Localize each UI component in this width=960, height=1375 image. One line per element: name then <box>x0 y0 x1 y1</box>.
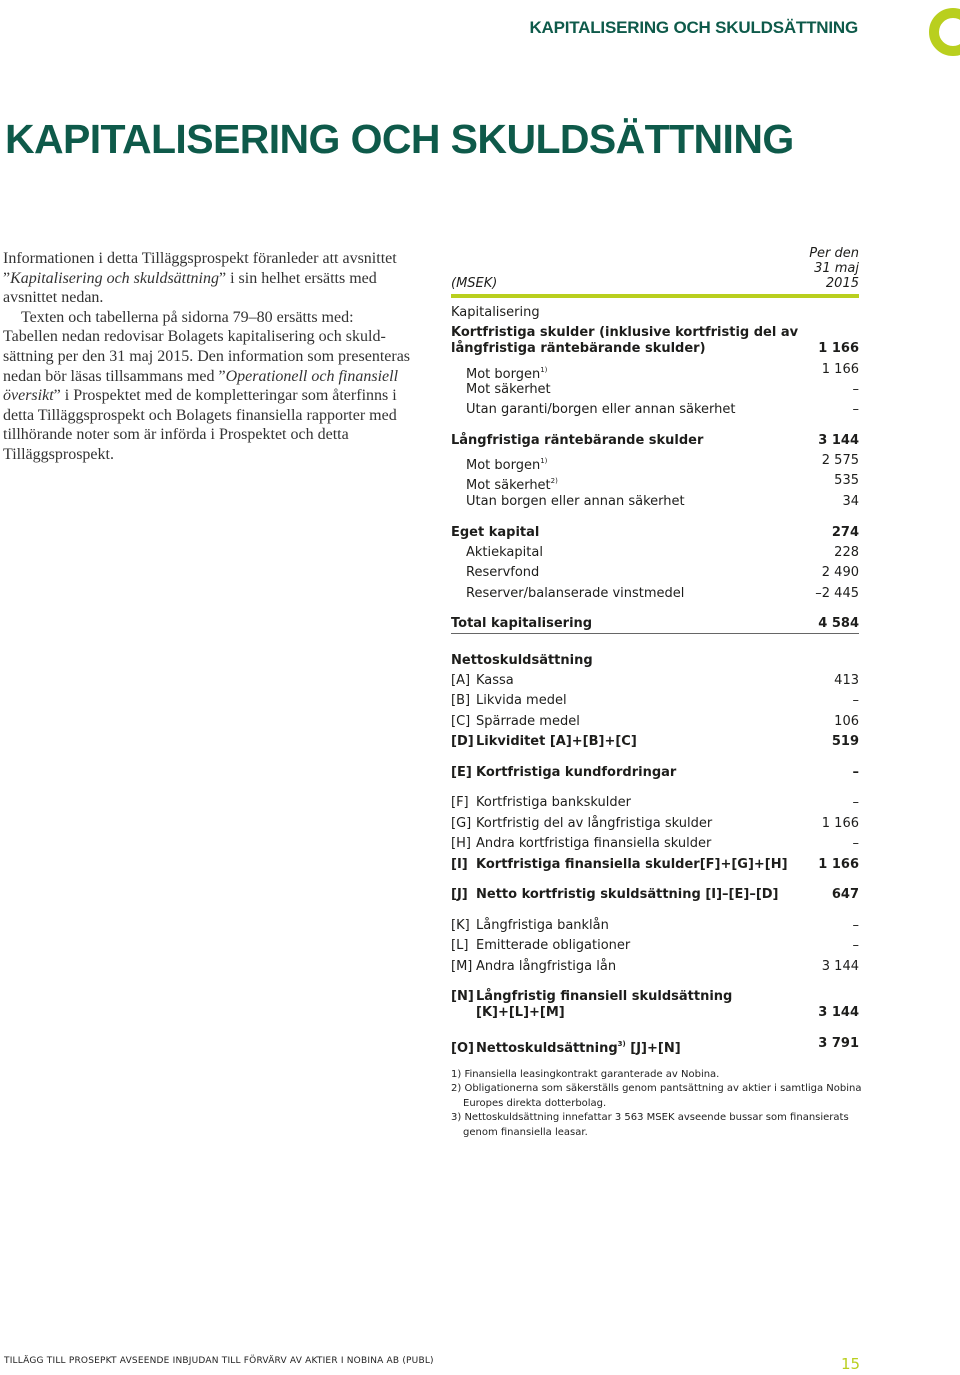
intro-paragraph-3: Tabellen nedan redovisar Bolagets kapitalisering och skuldsättning per den 31 maj 2015. Den information som presenteras nedan bör läsas tillsammans med ”Operationell och finansiell översikt” i Prospektet med de kompletteringar som återfinns i detta Tilläggsprospekt och Bolagets finansiella rapporter med tillhörande noter som är införda i Prospektet och detta Tilläggsprospekt. <box>3 328 411 463</box>
intro-text <box>3 249 413 465</box>
running-header: KAPITALISERING OCH SKULDSÄTTNING <box>529 18 858 37</box>
header-rule <box>451 294 859 298</box>
logo-ring-icon <box>929 8 960 56</box>
divider <box>451 633 859 634</box>
footnote-1: 1) Finansiella leasingkontrakt garanterade av Nobina. <box>451 1069 720 1080</box>
footnote-2: 2) Obligationerna som säkerställs genom pantsättning av aktier i samtliga Nobina <box>451 1083 862 1095</box>
footnote-3: 3) Nettoskuldsättning innefattar 3 563 MSEK avseende bussar som finansierats <box>451 1112 849 1124</box>
page-title: KAPITALISERING OCH SKULDSÄTTNING <box>5 116 794 162</box>
column-date-header: Per den 31 maj 2015 <box>809 246 859 291</box>
footnote-3-cont: genom finansiella leasar. <box>463 1126 588 1138</box>
footnotes <box>451 1068 871 1140</box>
intro-paragraph-2: Texten och tabellerna på sidorna 79–80 ersätts med: <box>21 308 354 326</box>
page-footer: TILLÄGG TILL PROSEPKT AVSEENDE INBJUDAN TILL FÖRVÄRV AV AKTIER I NOBINA AB (PUBL) <box>4 1356 434 1366</box>
page-number: 15 <box>841 1355 861 1373</box>
intro-paragraph-1: Informationen i detta Tilläggsprospekt föranleder att avsnittet ”Kapitalisering och skuldsättning” i sin helhet ersätts med avsnittet nedan. <box>3 250 397 307</box>
footnote-2-cont: Europes direkta dotterbolag. <box>463 1097 607 1109</box>
unit-label: (MSEK) <box>451 276 498 291</box>
